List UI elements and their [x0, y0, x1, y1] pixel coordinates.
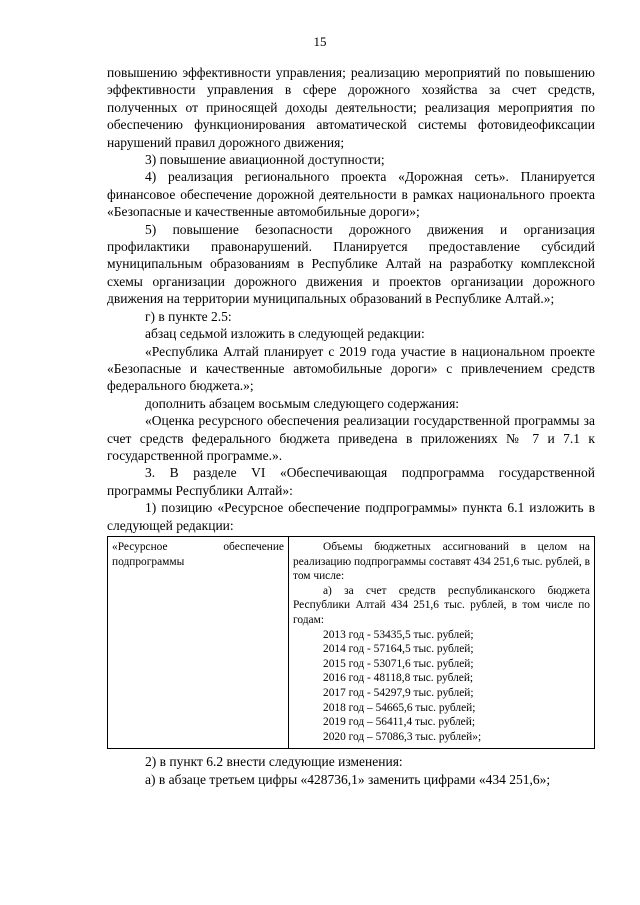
year-budget-item: 2014 год - 57164,5 тыс. рублей;: [323, 643, 474, 656]
paragraph: 1) позицию «Ресурсное обеспечение подпрограммы» пункта 6.1 изложить в следующей редакции:: [107, 500, 595, 533]
year-budget-item: 2017 год - 54297,9 тыс. рублей;: [323, 686, 474, 699]
year-budget-item: 2016 год - 48118,8 тыс. рублей;: [323, 672, 474, 685]
paragraph: «Республика Алтай планирует с 2019 года участие в национальном проекте «Безопасные и качественные автомобильные дороги» с привлечением средств федерального бюджета.»;: [107, 343, 595, 394]
paragraph: 3. В разделе VI «Обеспечивающая подпрограмма государственной программы Республики Алтай»:: [107, 465, 595, 498]
paragraph: «Оценка ресурсного обеспечения реализации государственной программы за счет средств федерального бюджета приведена в приложениях № 7 и 7.1 к государственной программе.».: [107, 413, 595, 463]
page-number: 15: [313, 34, 327, 49]
paragraphs-bottom: [107, 753, 595, 788]
table-cell-label: «Ресурсное обеспечение подпрограммы: [108, 536, 289, 748]
paragraph: г) в пункте 2.5:: [145, 308, 232, 324]
paragraph: 3) повышение авиационной доступности;: [145, 152, 385, 168]
paragraph: 2) в пункт 6.2 внести следующие изменения:: [145, 754, 403, 770]
resource-table: [107, 536, 595, 749]
year-budget-item: 2019 год – 56411,4 тыс. рублей;: [323, 716, 475, 729]
year-budget-item: 2013 год - 53435,5 тыс. рублей;: [323, 628, 474, 641]
paragraph: абзац седьмой изложить в следующей редакции:: [145, 326, 425, 342]
year-budget-item: 2020 год – 57086,3 тыс. рублей»;: [323, 730, 482, 743]
year-budget-item: 2015 год - 53071,6 тыс. рублей;: [323, 657, 474, 670]
budget-republic-text: а) за счет средств республиканского бюджета Республики Алтай 434 251,6 тыс. рублей, в том числе по годам:: [293, 584, 590, 626]
paragraphs-top: [107, 64, 595, 534]
paragraph: а) в абзаце третьем цифры «428736,1» заменить цифрами «434 251,6»;: [145, 771, 551, 787]
paragraph: дополнить абзацем восьмым следующего содержания:: [145, 395, 460, 411]
table-cell-content: [289, 536, 595, 748]
budget-total-text: Объемы бюджетных ассигнований в целом на реализацию подпрограммы составят 434 251,6 тыс. рублей, в том числе:: [293, 540, 590, 583]
years-list: [293, 628, 590, 745]
paragraph: повышению эффективности управления; реализацию мероприятий по повышению эффективности управления в сфере дорожного хозяйства за счет средств, полученных от приносящей доходы деятельности; реализация мероприятия по обеспечению функционирования автоматической системы фотовидеофиксации нарушений правил дорожного движения;: [107, 65, 595, 150]
paragraph: 4) реализация регионального проекта «Дорожная сеть». Планируется финансовое обеспечение дорожной деятельности в рамках национального проекта «Безопасные и качественные автомобильные дороги»;: [107, 169, 595, 220]
table-row: [108, 536, 595, 748]
document-body: [107, 64, 595, 788]
paragraph: 5) повышение безопасности дорожного движения и организация профилактики правонарушений. Планируется предоставление субсидий муниципальным образованиям в Республике Алтай на разработку комплексной схемы организации дорожного движения и проектов организации дорожного движения на территории муниципальных образований в Республике Алтай.»;: [107, 221, 595, 307]
year-budget-item: 2018 год – 54665,6 тыс. рублей;: [323, 701, 476, 714]
